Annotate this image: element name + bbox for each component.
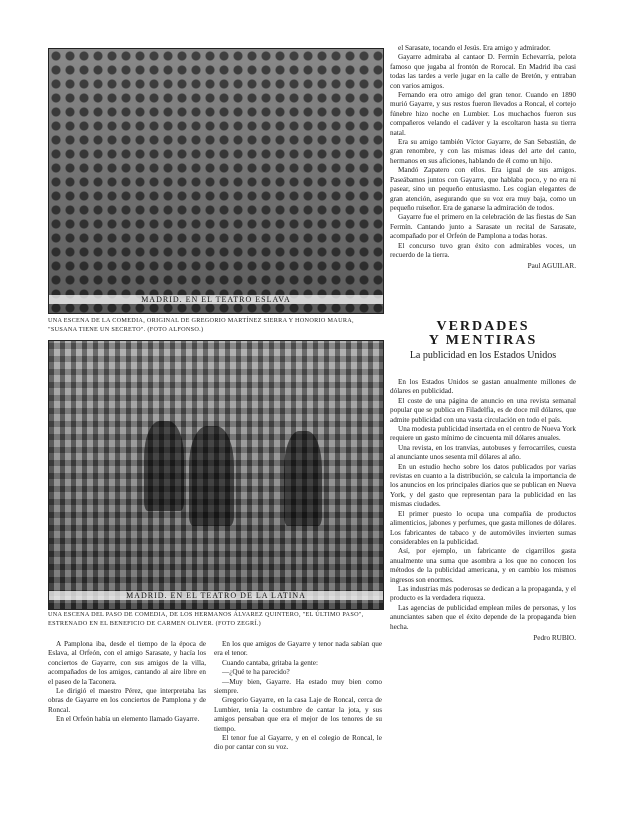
photo-title-latina: MADRID. EN EL TEATRO DE LA LATINA xyxy=(49,591,383,600)
paragraph: El tenor fue al Gayarre, y en el colegio de Roncal, le dio por cantar con su voz. xyxy=(214,734,382,752)
article-publicidad xyxy=(390,378,576,643)
paragraph: Le dirigió el maestro Pérez, que interpretaba las obras de Gayarre en los conciertos de Pamplona y de Roncal. xyxy=(48,687,206,714)
paragraph: Mandó Zapatero con ellos. Era igual de sus amigos. Paseábamos juntos con Gayarre, que hablaba poco, y no era ni pasear, sino un pequeño entusiasmo. Les cogían elegantes de gran atención, asegurando que su voz era muy baja, como un pequeño ruiseñor. Era de ganarse la admiración de todos. xyxy=(390,166,576,212)
paragraph: el Sarasate, tocando el Jesús. Era amigo y admirador. xyxy=(398,44,551,52)
paragraph: A Pamplona iba, desde el tiempo de la época de Eslava, al Orfeón, con el amigo Sarasate, y hacía los conciertos de Gayarre, con sus amigos de la villa, acompañados de los amigos, cantando al aire libre en el paseo de la Taconera. xyxy=(48,640,206,686)
caption-latina: UNA ESCENA DEL PASO DE COMEDIA, DE LOS HERMANOS ÁLVAREZ QUINTERO, "EL ÚLTIMO PASO", ESTRENADO EN EL BENEFICIO DE CARMEN OLIVER. (FOTO ZEGRÍ.) xyxy=(48,611,364,627)
paragraph: Fernando era otro amigo del gran tenor. Cuando en 1890 murió Gayarre, y sus restos fueron llevados a Roncal, el cortejo fúnebre hizo noche en Lumbier. Los muchachos fueron sus compañeros velando el cadáver y la escoltaron hasta su tierra natal. xyxy=(390,91,576,137)
paragraph: Las agencias de publicidad emplean miles de personas, y los anunciantes saben que el éxito depende de la propaganda bien hecha. xyxy=(390,603,576,631)
paragraph: —Muy bien, Gayarre. Ha estado muy bien como siempre. xyxy=(214,677,382,696)
signature: Paul AGUILAR. xyxy=(527,262,576,271)
paragraph: Era su amigo también Víctor Gayarre, de San Sebastián, de gran renombre, y con las mismas ideas del arte del canto, hermanos en sus aficiones, hablando de él como un hijo. xyxy=(390,138,576,165)
caption-eslava: UNA ESCENA DE LA COMEDIA, ORIGINAL DE GREGORIO MARTÍNEZ SIERRA Y HONORIO MAURA, "SUSANA TIENE UN SECRETO". (FOTO ALFONSO.) xyxy=(48,317,354,333)
headline xyxy=(390,320,576,348)
signature: Pedro RUBIO. xyxy=(533,633,576,642)
paragraph: En los que amigos de Gayarre y tenor nada sabían que era el tenor. xyxy=(214,640,382,658)
paragraph: En los Estados Unidos se gastan anualmente millones de dólares en publicidad. xyxy=(390,378,576,396)
paragraph: Las industrias más poderosas se dedican a la propaganda, y el producto es la verdadera riqueza. xyxy=(390,584,576,603)
photo-teatro-eslava xyxy=(48,48,384,314)
paragraph: El concurso tuvo gran éxito con admirables voces, un recuerdo de la tierra. xyxy=(390,241,576,259)
paragraph: Gayarre fue el primero en la celebración de las fiestas de San Fermín. Cantando junto a Sarasate un recital de Sarasate, acompañado por el Orfeón de Pamplona a todas horas. xyxy=(390,213,576,241)
subheadline: La publicidad en los Estados Unidos xyxy=(409,350,557,361)
paragraph: —¿Qué te ha parecido? xyxy=(222,668,290,677)
paragraph: El coste de una página de anuncio en una revista semanal popular que se publica en Filadelfia, es de doce mil dólares, que admite publicidad con una vasta circulación en todo el país. xyxy=(390,396,576,424)
article-bottom-middle xyxy=(214,640,382,753)
paragraph: En un estudio hecho sobre los datos publicados por varias revistas en cuanto a la distribución, se calcula la importancia de los anuncios en los principales diarios que se publican en Nueva York, y del gasto que representan para la publicidad en las mismas ciudades. xyxy=(390,462,576,509)
paragraph: Una revista, en los tranvías, autobuses y ferrocarriles, cuesta al anunciante unos sesenta mil dólares al año. xyxy=(390,443,576,462)
photo-title-eslava: MADRID. EN EL TEATRO ESLAVA xyxy=(49,295,383,304)
article-bottom-left xyxy=(48,640,206,725)
article-gayarre-continued xyxy=(390,44,576,272)
paragraph: El primer puesto lo ocupa una compañía de productos alimenticios, jabones y perfumes, que gasta millones de dólares. Los fabricantes de tabaco y de automóviles invierten sumas considerables en la publicidad. xyxy=(390,509,576,546)
paragraph: Cuando cantaba, gritaba la gente: xyxy=(222,658,318,667)
headline-line-1: VERDADES xyxy=(436,319,530,334)
paragraph: Así, por ejemplo, un fabricante de cigarrillos gasta anualmente una suma que asombra a los que no conocen los métodos de la publicidad americana, y en cambio los mismos ingresos son enormes. xyxy=(390,547,576,584)
paragraph: Gregorio Gayarre, en la casa Laje de Roncal, cerca de Lumbier, tenía la costumbre de cantar la jota, y sus amigos pensaban que era el mejor de los tenores de su tiempo. xyxy=(214,696,382,733)
headline-line-2: Y MENTIRAS xyxy=(428,333,538,348)
paragraph: Una modesta publicidad insertada en el centro de Nueva York requiere un gasto mínimo de cincuenta mil dólares anuales. xyxy=(390,425,576,443)
paragraph: En el Orfeón había un elemento llamado Gayarre. xyxy=(56,715,200,724)
paragraph: Gayarre admiraba al cantaor D. Fermín Echevarría, pelota famoso que jugaba al frontón de Rorocal. En Madrid iba casi todas las tardes a verle jugar en la calle de Bretón, y entraban con varios amigos. xyxy=(390,53,576,90)
photo-teatro-latina xyxy=(48,340,384,610)
